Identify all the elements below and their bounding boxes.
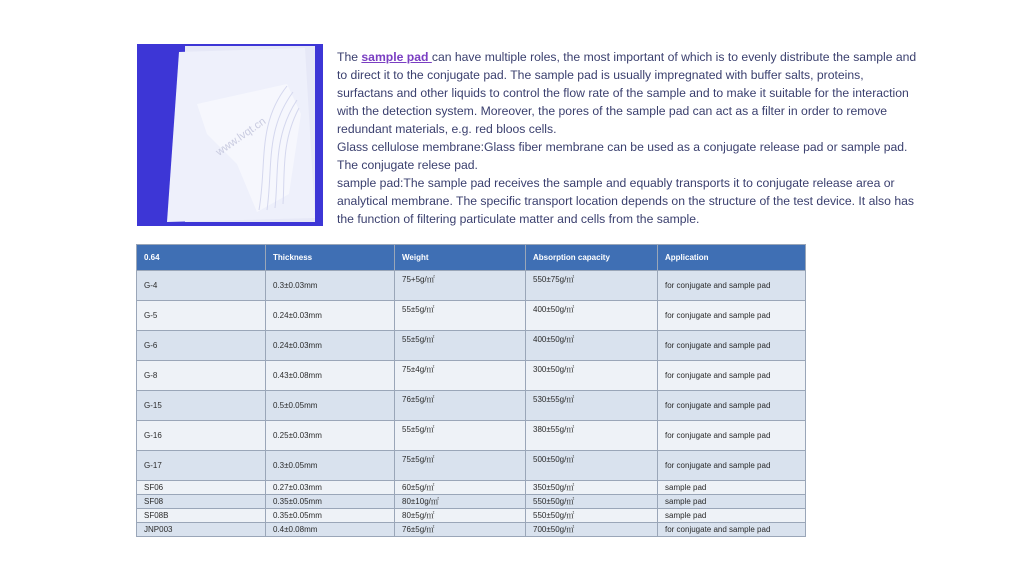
cell-application: for conjugate and sample pad: [658, 271, 806, 301]
cell-weight: 55±5g/㎡: [395, 421, 526, 451]
cell-absorption: 300±50g/㎡: [526, 361, 658, 391]
description-paragraph-3: sample pad:The sample pad receives the sample and equably transports it to conjugate release area or analytical membrane. The specific transport location depends on the structure of the test device. It also has the function of filtering particulate matter and cells from the sample.: [337, 176, 914, 226]
table-row: [137, 481, 806, 495]
cell-thickness: 0.24±0.03mm: [266, 301, 395, 331]
cell-model: SF06: [137, 481, 266, 495]
product-photo: [137, 44, 323, 226]
cell-model: G-17: [137, 451, 266, 481]
cell-application: sample pad: [658, 509, 806, 523]
cell-absorption: 550±50g/㎡: [526, 495, 658, 509]
header-thickness: Thickness: [266, 245, 395, 271]
cell-thickness: 0.35±0.05mm: [266, 509, 395, 523]
table-header-row: [137, 245, 806, 271]
table-row: [137, 331, 806, 361]
cell-thickness: 0.5±0.05mm: [266, 391, 395, 421]
cell-weight: 75±4g/㎡: [395, 361, 526, 391]
cell-absorption: 400±50g/㎡: [526, 301, 658, 331]
header-application: Application: [658, 245, 806, 271]
cell-weight: 75+5g/㎡: [395, 271, 526, 301]
cell-absorption: 530±55g/㎡: [526, 391, 658, 421]
cell-weight: 80±5g/㎡: [395, 509, 526, 523]
cell-model: SF08B: [137, 509, 266, 523]
table-row: [137, 495, 806, 509]
header-model: 0.64: [137, 245, 266, 271]
cell-model: G-5: [137, 301, 266, 331]
table-row: [137, 271, 806, 301]
cell-model: JNP003: [137, 523, 266, 537]
description-p1-rest: can have multiple roles, the most important of which is to evenly distribute the sample and to direct it to the conjugate pad. The sample pad is usually impregnated with buffer salts, proteins, surfactans and other liquids to control the flow rate of the sample and to make it suitable for the interaction with the detection system. Moreover, the pores of the sample pad can act as a filter in order to remove redundant materials, e.g. red bloos cells.: [337, 50, 917, 136]
table-row: [137, 523, 806, 537]
cell-thickness: 0.35±0.05mm: [266, 495, 395, 509]
cell-weight: 55±5g/㎡: [395, 331, 526, 361]
cell-thickness: 0.3±0.03mm: [266, 271, 395, 301]
cell-weight: 76±5g/㎡: [395, 523, 526, 537]
cell-model: G-16: [137, 421, 266, 451]
cell-application: for conjugate and sample pad: [658, 361, 806, 391]
cell-application: sample pad: [658, 481, 806, 495]
cell-model: G-8: [137, 361, 266, 391]
cell-model: G-15: [137, 391, 266, 421]
table-row: [137, 361, 806, 391]
cell-model: G-6: [137, 331, 266, 361]
cell-application: for conjugate and sample pad: [658, 451, 806, 481]
photo-watermark: www.lvqt.cn: [213, 115, 269, 159]
cell-thickness: 0.27±0.03mm: [266, 481, 395, 495]
cell-absorption: 350±50g/㎡: [526, 481, 658, 495]
cell-weight: 76±5g/㎡: [395, 391, 526, 421]
cell-absorption: 400±50g/㎡: [526, 331, 658, 361]
cell-application: for conjugate and sample pad: [658, 331, 806, 361]
cell-thickness: 0.4±0.08mm: [266, 523, 395, 537]
specification-table: [136, 244, 806, 537]
cell-model: SF08: [137, 495, 266, 509]
description-p1-prefix: The: [337, 50, 362, 64]
table-row: [137, 421, 806, 451]
description-paragraph-2: Glass cellulose membrane:Glass fiber membrane can be used as a conjugate release pad or sample pad. The conjugate relese pad.: [337, 140, 908, 172]
cell-application: for conjugate and sample pad: [658, 301, 806, 331]
description: [337, 48, 917, 228]
table-row: [137, 509, 806, 523]
description-paragraph-1: [337, 48, 917, 138]
cell-thickness: 0.24±0.03mm: [266, 331, 395, 361]
cell-model: G-4: [137, 271, 266, 301]
cell-application: for conjugate and sample pad: [658, 391, 806, 421]
cell-weight: 80±10g/㎡: [395, 495, 526, 509]
cell-absorption: 380±55g/㎡: [526, 421, 658, 451]
cell-application: sample pad: [658, 495, 806, 509]
cell-thickness: 0.25±0.03mm: [266, 421, 395, 451]
cell-weight: 75±5g/㎡: [395, 451, 526, 481]
header-weight: Weight: [395, 245, 526, 271]
cell-absorption: 700±50g/㎡: [526, 523, 658, 537]
cell-application: for conjugate and sample pad: [658, 523, 806, 537]
sample-pad-link[interactable]: sample pad: [361, 50, 432, 64]
table-row: [137, 301, 806, 331]
cell-weight: 55±5g/㎡: [395, 301, 526, 331]
header-absorption: Absorption capacity: [526, 245, 658, 271]
cell-weight: 60±5g/㎡: [395, 481, 526, 495]
cell-thickness: 0.43±0.08mm: [266, 361, 395, 391]
cell-absorption: 550±75g/㎡: [526, 271, 658, 301]
cell-application: for conjugate and sample pad: [658, 421, 806, 451]
table-row: [137, 391, 806, 421]
cell-absorption: 500±50g/㎡: [526, 451, 658, 481]
cell-absorption: 550±50g/㎡: [526, 509, 658, 523]
table-row: [137, 451, 806, 481]
cell-thickness: 0.3±0.05mm: [266, 451, 395, 481]
